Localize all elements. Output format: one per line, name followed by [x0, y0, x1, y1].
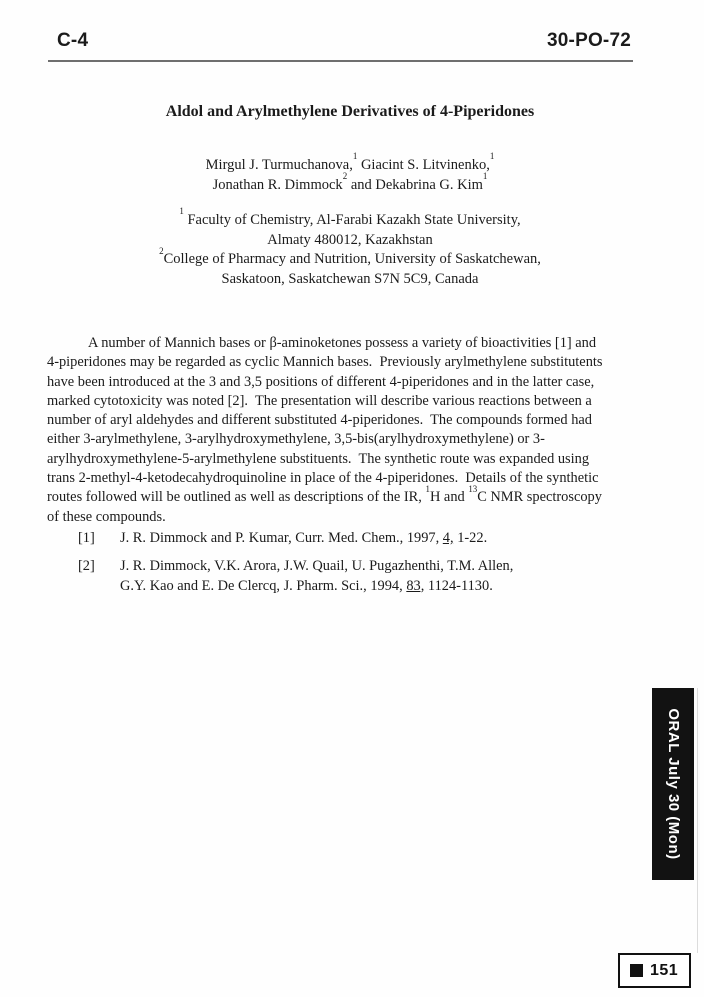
abstract-line: arylhydroxymethylene-5-arylmethylene substituents. The synthetic route was expanded using	[47, 450, 590, 467]
author-name: and Dekabrina G. Kim	[347, 177, 483, 193]
abstract-text: H and	[429, 489, 469, 506]
filled-square-icon	[630, 964, 643, 977]
affil-mark: 1	[179, 206, 184, 217]
session-tab-label: ORAL July 30 (Mon)	[665, 708, 682, 860]
abstract-line: trans 2-methyl-4-ketodecahydroquinoline in place of the 4-piperidones. Details of the synthetic	[47, 470, 599, 487]
abstract-line: either 3-arylmethylene, 3-arylhydroxymethylene, 3,5-bis(arylhydroxymethylene) or 3-	[47, 431, 545, 448]
abstract-text: routes followed will be outlined as well as descriptions of the IR,	[47, 489, 426, 506]
author-name: Mirgul J. Turmuchanova,	[205, 157, 353, 173]
abstract-line: number of aryl aldehydes and different substituted 4-piperidones. The compounds formed had	[47, 412, 592, 429]
isotope-superscript: 1	[425, 483, 430, 494]
scan-edge-line	[697, 688, 698, 953]
reference-citation	[120, 529, 487, 549]
author-name: Giacint S. Litvinenko,	[357, 157, 490, 173]
author-list	[0, 151, 700, 195]
affiliation-line-2	[0, 231, 700, 251]
author-affil-mark: 1	[482, 171, 488, 182]
citation-text-line2	[120, 577, 513, 597]
abstract-line	[47, 483, 662, 507]
author-name: Jonathan R. Dimmock	[212, 177, 343, 193]
abstract-body	[47, 334, 662, 527]
page-number: 151	[650, 961, 679, 979]
abstract-line: A number of Mannich bases or β-aminoketones possess a variety of bioactivities [1] and	[88, 335, 597, 351]
abstract-line: marked cytotoxicity was noted [2]. The presentation will describe various reactions between a	[47, 392, 592, 409]
abstract-line: of these compounds.	[47, 508, 166, 525]
affiliation-list	[0, 206, 700, 290]
affiliation-text: Saskatoon, Saskatchewan S7N 5C9, Canada	[221, 271, 479, 288]
affiliation-line-4	[0, 270, 700, 290]
affiliation-text: Almaty 480012, Kazakhstan	[267, 231, 433, 248]
abstract-line: have been introduced at the 3 and 3,5 positions of different 4-piperidones and in the latter case,	[47, 373, 595, 390]
reference-citation	[120, 557, 513, 596]
author-affil-mark: 1	[489, 151, 495, 162]
citation-text: G.Y. Kao and E. De Clercq, J. Pharm. Sci., 1994,	[120, 577, 407, 594]
citation-text: 1-22.	[453, 530, 488, 546]
isotope-superscript: 13	[468, 483, 478, 494]
header-rule	[48, 60, 633, 62]
session-code: C-4	[57, 30, 89, 51]
authors-line-1	[0, 151, 700, 175]
session-tab	[652, 688, 694, 880]
reference-label: [2]	[78, 558, 95, 574]
affil-mark: 2	[159, 245, 164, 256]
citation-text: J. R. Dimmock, V.K. Arora, J.W. Quail, U. Pugazhenthi, T.M. Allen,	[120, 558, 514, 574]
author-affil-mark: 1	[352, 151, 358, 162]
page-number-box	[618, 953, 691, 988]
volume-number: 4,	[442, 530, 454, 546]
affiliation-text: Faculty of Chemistry, Al-Farabi Kazakh State University,	[183, 212, 521, 228]
affiliation-line-3	[0, 245, 700, 270]
abstract-line: 4-piperidones may be regarded as cyclic Mannich bases. Previously arylmethylene substitutents	[47, 354, 603, 371]
affiliation-text: College of Pharmacy and Nutrition, University of Saskatchewan,	[163, 251, 541, 268]
affiliation-line-1	[0, 206, 700, 231]
paper-title: Aldol and Arylmethylene Derivatives of 4-Piperidones	[165, 103, 535, 120]
abstract-text: C NMR spectroscopy	[477, 489, 602, 506]
citation-text: 1124-1130.	[424, 577, 493, 594]
presentation-code: 30-PO-72	[547, 30, 631, 51]
authors-line-2	[0, 171, 700, 195]
author-affil-mark: 2	[342, 171, 348, 182]
volume-number: 83,	[406, 577, 425, 594]
reference-label: [1]	[78, 530, 95, 546]
citation-text: J. R. Dimmock and P. Kumar, Curr. Med. Chem., 1997,	[120, 530, 443, 546]
